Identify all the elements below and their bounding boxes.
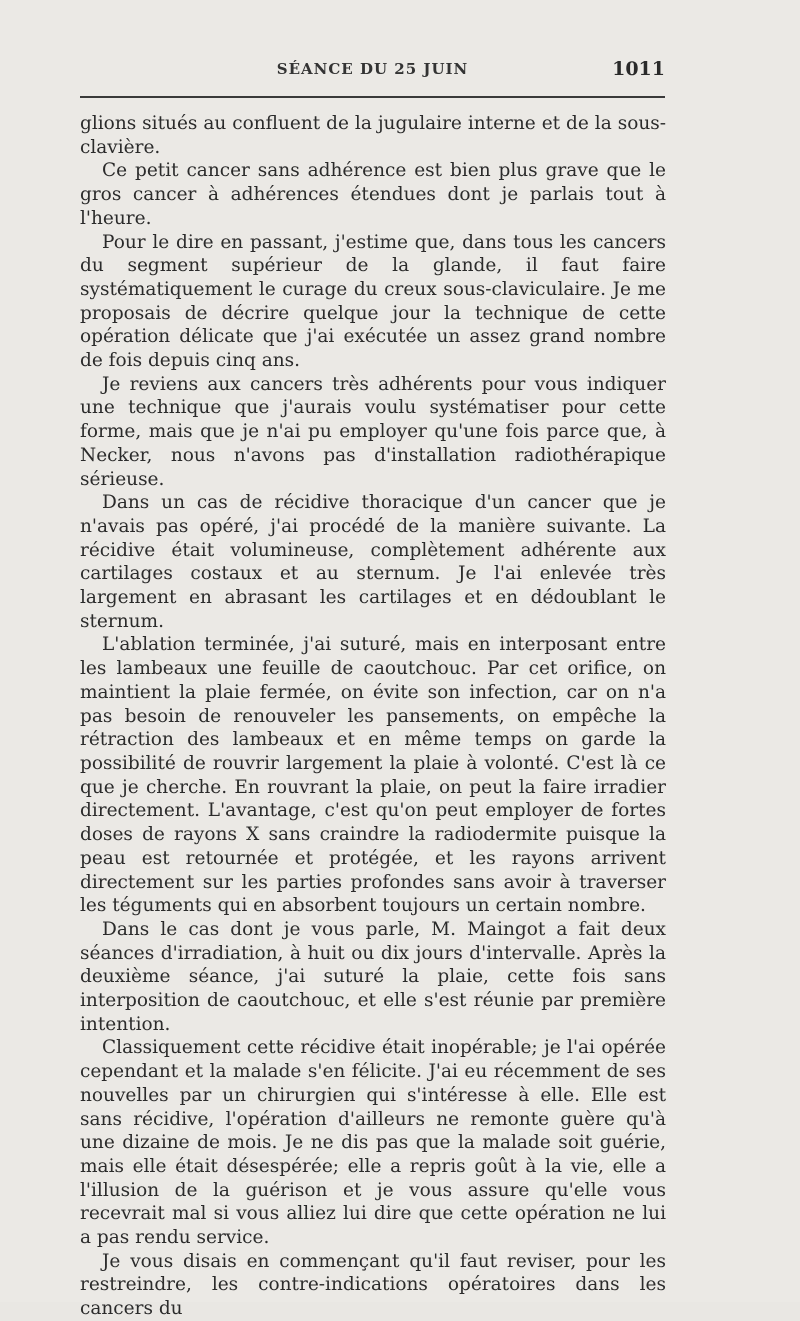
paragraph-1: glions situés au confluent de la jugulaire interne et de la sous-clavière. [80,113,666,158]
header-rule [80,96,665,98]
paragraph-4: Je reviens aux cancers très adhérents pour vous indiquer une technique que j'aurais voulu systématiser pour cette forme, mais que je n'ai pu employer qu'une fois parce que, à Necker, nous n'avons pas d'installation radiothérapique sérieuse. [80,373,666,490]
paragraph-3: Pour le dire en passant, j'estime que, dans tous les cancers du segment supérieur de la glande, il faut faire systématiquement le curage du creux sous-claviculaire. Je me proposais de décrire quelque jour la technique de cette opération délicate que j'ai exécutée un assez grand nombre de fois depuis cinq ans. [80,231,666,372]
paragraph-5: Dans un cas de récidive thoracique d'un cancer que je n'avais pas opéré, j'ai procédé de la manière suivante. La récidive était volumineuse, complètement adhérente aux cartilages costaux et au sternum. Je l'ai enlevée très largement en abrasant les cartilages et en dédoublant le sternum. [80,492,666,632]
running-head [80,60,665,84]
running-title: SÉANCE DU 25 JUIN [276,60,469,78]
paragraph-6: L'ablation terminée, j'ai suturé, mais en interposant entre les lambeaux une feuille de caoutchouc. Par cet orifice, on maintient la plaie fermée, on évite son infection, car on n'a pas besoin de renouveler les pansements, on empêche la rétraction des lambeaux et en même temps on garde la possibilité de rouvrir largement la plaie à volonté. C'est là ce que je cherche. En rouvrant la plaie, on peut la faire irradier directement. L'avantage, c'est qu'on peut employer de fortes doses de rayons X sans craindre la radiodermite puisque la peau est retournée et protégée, et les rayons arrivent directement sur les parties profondes sans avoir à traverser les téguments qui en absorbent toujours un certain nombre. [80,634,666,917]
page-number: 1011 [612,58,665,80]
paragraph-2: Ce petit cancer sans adhérence est bien plus grave que le gros cancer à adhérences étendues dont je parlais tout à l'heure. [80,160,666,229]
body-text [80,112,666,1321]
paragraph-8: Classiquement cette récidive était inopérable; je l'ai opérée cependant et la malade s'en félicite. J'ai eu récemment de ses nouvelles par un chirurgien qui s'intéresse à elle. Elle est sans récidive, l'opération d'ailleurs ne remonte guère qu'à une dizaine de mois. Je ne dis pas que la malade soit guérie, mais elle était désespérée; elle a repris goût à la vie, elle a l'illusion de la guérison et je vous assure qu'elle vous recevrait mal si vous alliez lui dire que cette opération ne lui a pas rendu service. [80,1037,666,1249]
paragraph-9: Je vous disais en commençant qu'il faut reviser, pour les restreindre, les contre-indications opératoires dans les cancers du [80,1250,666,1320]
paragraph-7: Dans le cas dont je vous parle, M. Maingot a fait deux séances d'irradiation, à huit ou dix jours d'intervalle. Après la deuxième séance, j'ai suturé la plaie, cette fois sans interposition de caoutchouc, et elle s'est réunie par première intention. [80,918,666,1035]
